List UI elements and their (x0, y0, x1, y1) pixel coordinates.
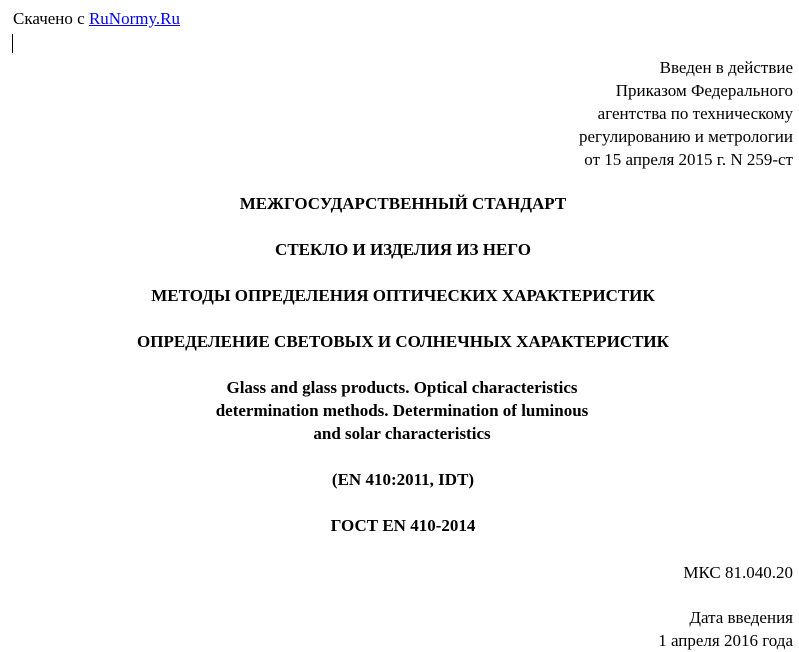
standard-type-heading: МЕЖГОСУДАРСТВЕННЫЙ СТАНДАРТ (239, 194, 567, 213)
enactment-block (579, 56, 793, 171)
english-title-line: Glass and glass products. Optical characteristics (226, 378, 578, 397)
methods-heading: МЕТОДЫ ОПРЕДЕЛЕНИЯ ОПТИЧЕСКИХ ХАРАКТЕРИСТИК (151, 286, 655, 305)
intro-date-label: Дата введения (689, 608, 793, 627)
english-title (0, 376, 799, 445)
gost-designation: ГОСТ EN 410-2014 (330, 516, 476, 535)
source-line (13, 8, 180, 30)
english-title-line: determination methods. Determination of luminous (215, 401, 589, 420)
enactment-line: Приказом Федерального (615, 81, 793, 100)
intro-date-value: 1 апреля 2016 года (658, 631, 793, 650)
intro-date-block (658, 606, 793, 652)
enactment-line: Введен в действие (659, 58, 793, 77)
mks-code (683, 561, 793, 584)
enactment-line: агентства по техническому (597, 104, 793, 123)
subject-heading: СТЕКЛО И ИЗДЕЛИЯ ИЗ НЕГО (275, 240, 531, 259)
equivalence-label: (EN 410:2011, IDT) (331, 470, 475, 489)
source-prefix: Скачено с (13, 9, 89, 28)
runormy-link[interactable]: RuNormy.Ru (88, 9, 180, 28)
determination-heading: ОПРЕДЕЛЕНИЕ СВЕТОВЫХ И СОЛНЕЧНЫХ ХАРАКТЕРИСТИК (137, 332, 669, 351)
english-title-line: and solar characteristics (313, 424, 491, 443)
enactment-line: от 15 апреля 2015 г. N 259-ст (584, 150, 793, 169)
mks-code-text: МКС 81.040.20 (683, 563, 793, 582)
enactment-line: регулированию и метрологии (578, 127, 793, 146)
text-caret (12, 34, 13, 53)
